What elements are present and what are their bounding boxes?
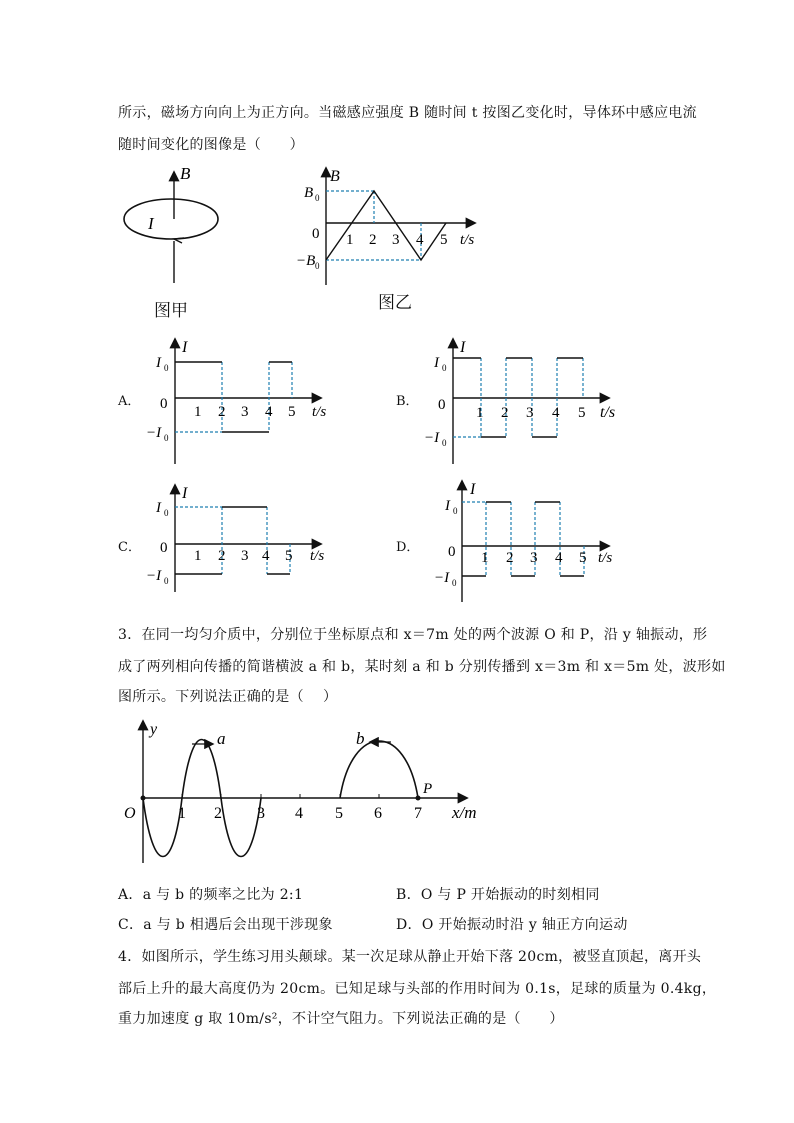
option-b-label[interactable]: B． <box>396 394 419 409</box>
yi-b0: B <box>304 185 314 201</box>
wave-tick-7: 7 <box>414 805 422 822</box>
fig-yi-caption: 图乙 <box>378 293 412 313</box>
b-zero: 0 <box>438 397 446 413</box>
c-i0: I <box>156 500 161 516</box>
fig-jia-caption: 图甲 <box>154 301 188 321</box>
c-i-label: I <box>182 485 188 502</box>
q3-line-1: 3．在同一均匀介质中，分别位于坐标原点和 x＝7m 处的两个波源 O 和 P，沿 y 轴振动，形 <box>118 627 708 643</box>
a-i0: I <box>156 355 161 371</box>
c-tick-3: 3 <box>241 548 249 564</box>
q3-option-d[interactable]: D．O 开始振动时沿 y 轴正方向运动 <box>396 917 628 933</box>
c-zero: 0 <box>160 540 168 556</box>
b-neg-i0-sub: 0 <box>442 438 447 448</box>
b-tick-5: 5 <box>578 405 586 421</box>
c-i0-sub: 0 <box>164 508 169 518</box>
wave-b-label: b <box>356 729 365 748</box>
yi-tick-3: 3 <box>392 232 400 248</box>
b-i-label: I <box>460 339 466 356</box>
q3-line-2: 成了两列相向传播的简谐横波 a 和 b，某时刻 a 和 b 分别传播到 x＝3m 和 x＝5m 处，波形如 <box>118 659 726 675</box>
c-neg-i0: −I <box>146 568 162 584</box>
b-neg-i0: −I <box>424 430 440 446</box>
q2-line-2: 随时间变化的图像是（ ） <box>118 137 304 153</box>
d-zero: 0 <box>448 544 456 560</box>
wave-y-label: y <box>150 721 158 738</box>
q4-line-1: 4．如图所示，学生练习用头颠球。某一次足球从静止开始下落 20cm，被竖直顶起，离开头 <box>118 949 702 965</box>
yi-neg-b0: −B <box>296 253 316 269</box>
b-label: B <box>180 165 191 183</box>
c-tick-5: 5 <box>285 548 293 564</box>
a-tick-5: 5 <box>288 404 296 420</box>
wave-tick-3: 3 <box>257 805 265 822</box>
b-tick-3: 3 <box>526 405 534 421</box>
b-i0-sub: 0 <box>442 363 447 373</box>
a-tick-3: 3 <box>241 404 249 420</box>
a-tick-4: 4 <box>265 404 273 420</box>
yi-b-label: B <box>330 168 340 185</box>
a-neg-i0-sub: 0 <box>164 433 169 443</box>
yi-axis-label: t/s <box>460 232 475 248</box>
a-neg-i0: −I <box>146 425 162 441</box>
a-i0-sub: 0 <box>164 363 169 373</box>
figure-yi <box>296 165 496 290</box>
b-tick-4: 4 <box>552 405 560 421</box>
yi-neg-b0-sub: 0 <box>315 261 320 271</box>
wave-p-label: P <box>423 781 433 797</box>
option-c-graph[interactable] <box>140 482 350 594</box>
a-tick-2: 2 <box>218 404 226 420</box>
q4-line-2: 部后上升的最大高度仍为 20cm。已知足球与头部的作用时间为 0.1s，足球的质量为 0.4kg， <box>118 981 717 997</box>
d-neg-i0: −I <box>434 570 450 586</box>
c-tick-4: 4 <box>262 548 270 564</box>
d-tick-3: 3 <box>530 550 538 566</box>
option-a-label[interactable]: A． <box>118 394 141 409</box>
d-i-label: I <box>470 481 476 498</box>
yi-zero: 0 <box>312 226 320 242</box>
wave-axis-label: x/m <box>452 803 477 822</box>
a-zero: 0 <box>160 396 168 412</box>
yi-tick-4: 4 <box>416 232 424 248</box>
option-c-label[interactable]: C． <box>118 540 141 555</box>
figure-jia <box>118 165 228 285</box>
q2-line-1: 所示，磁场方向向上为正方向。当磁感应强度 B 随时间 t 按图乙变化时，导体环中感应电流 <box>118 105 697 121</box>
wave-graph <box>118 718 488 866</box>
b-axis-label: t/s <box>600 404 616 421</box>
d-i0-sub: 0 <box>453 506 458 516</box>
option-d-label[interactable]: D． <box>396 540 420 555</box>
b-tick-1: 1 <box>476 405 484 421</box>
q4-line-3: 重力加速度 g 取 10m/s²，不计空气阻力。下列说法正确的是（ ） <box>118 1011 564 1027</box>
a-i-label: I <box>182 339 188 356</box>
b-i0: I <box>434 355 439 371</box>
d-neg-i0-sub: 0 <box>452 578 457 588</box>
yi-b0-sub: 0 <box>315 193 320 203</box>
q3-line-3: 图所示。下列说法正确的是（ ） <box>118 689 338 705</box>
yi-tick-1: 1 <box>346 232 354 248</box>
d-tick-4: 4 <box>555 550 563 566</box>
wave-origin-label: O <box>124 805 136 822</box>
d-axis-label: t/s <box>598 550 613 566</box>
wave-tick-4: 4 <box>295 805 303 822</box>
wave-tick-5: 5 <box>335 805 343 822</box>
yi-tick-2: 2 <box>369 232 377 248</box>
q3-option-c[interactable]: C．a 与 b 相遇后会出现干涉现象 <box>118 917 333 933</box>
q3-option-a[interactable]: A．a 与 b 的频率之比为 2:1 <box>118 887 304 903</box>
d-tick-5: 5 <box>579 550 587 566</box>
wave-tick-1: 1 <box>178 805 186 822</box>
c-tick-2: 2 <box>218 548 226 564</box>
c-axis-label: t/s <box>310 548 325 564</box>
option-a-graph[interactable] <box>140 336 350 466</box>
d-tick-2: 2 <box>506 550 514 566</box>
wave-tick-6: 6 <box>374 805 382 822</box>
c-tick-1: 1 <box>194 548 202 564</box>
q3-option-b[interactable]: B．O 与 P 开始振动的时刻相同 <box>396 887 600 903</box>
wave-a-label: a <box>217 729 226 748</box>
option-b-graph[interactable] <box>418 336 633 466</box>
d-tick-1: 1 <box>481 550 489 566</box>
i-label: I <box>148 214 154 233</box>
wave-tick-2: 2 <box>214 805 222 822</box>
a-axis-label: t/s <box>312 404 327 420</box>
c-neg-i0-sub: 0 <box>164 576 169 586</box>
yi-tick-5: 5 <box>440 232 448 248</box>
d-i0: I <box>445 498 450 514</box>
option-d-graph[interactable] <box>418 478 633 604</box>
a-tick-1: 1 <box>194 404 202 420</box>
b-tick-2: 2 <box>501 405 509 421</box>
